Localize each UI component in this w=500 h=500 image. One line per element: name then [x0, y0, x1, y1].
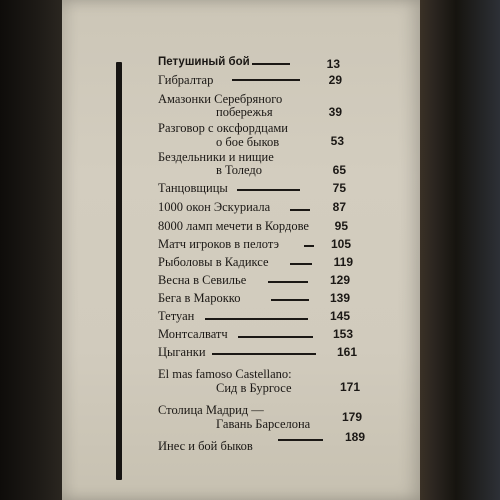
toc-entry-page: 179: [341, 410, 362, 424]
toc-entry-page: 105: [330, 237, 351, 251]
toc-entry-title: Бега в Марокко: [158, 291, 241, 305]
toc-entry-title: 1000 окон Эскуриала: [158, 200, 271, 214]
toc-entry-title-line1: Амазонки Серебряного: [158, 92, 283, 106]
toc-entry-title: Рыболовы в Кадиксе: [158, 255, 269, 269]
toc-entry-page: 87: [332, 200, 346, 214]
leader-rule: [252, 63, 290, 65]
toc-entry-title-line1: Разговор с оксфордцами: [158, 121, 288, 135]
toc-entry-title: Весна в Севилье: [158, 273, 247, 287]
toc-entry-title-line2: Сид в Бургосе: [216, 381, 292, 395]
toc-entry-page: 129: [329, 273, 350, 287]
leader-rule: [237, 189, 300, 191]
toc-entry-title-line2: в Толедо: [216, 163, 263, 177]
toc-entry-title-line2: о бое быков: [216, 135, 280, 149]
toc-entry-title: Цыганки: [158, 345, 206, 359]
toc-entry-page: 29: [328, 73, 342, 87]
toc-entry-title: Танцовщицы: [158, 181, 228, 195]
toc-entry-page: 39: [328, 105, 342, 119]
leader-rule: [290, 263, 312, 265]
toc-entry-page: 171: [339, 380, 360, 394]
toc-entry-page: 65: [332, 163, 346, 177]
toc-entry-title: Петушиный бой: [158, 56, 250, 68]
toc-entry-title: Матч игроков в пелотэ: [158, 237, 279, 251]
toc-entry-title-line1: Столица Мадрид —: [158, 403, 264, 417]
toc-entry-title-line2: Гавань Барселона: [216, 417, 311, 431]
leader-rule: [205, 318, 308, 320]
toc-entry-page: 95: [334, 219, 348, 233]
toc-entry-title: Монтсалватч: [158, 327, 228, 341]
toc-entry-page: 75: [332, 181, 346, 195]
leader-rule: [238, 336, 313, 338]
toc-entry-title-line1: El mas famoso Castellano:: [158, 367, 292, 381]
toc-entry-page: 13: [326, 57, 340, 71]
toc-entry-title: 8000 ламп мечети в Кордове: [158, 219, 309, 233]
leader-rule: [271, 299, 309, 301]
toc-entry-title-line2: побережья: [216, 105, 273, 119]
toc-entry-page: 53: [330, 134, 344, 148]
toc-entry-page: 119: [333, 255, 353, 269]
leader-rule: [278, 439, 323, 441]
toc-entry-page: 153: [332, 327, 353, 341]
toc-entry-page: 161: [336, 345, 357, 359]
leader-rule: [268, 281, 308, 283]
toc-entry-page: 189: [344, 430, 365, 444]
toc-entry-title-line1: Бездельники и нищие: [158, 150, 274, 164]
toc-entry-page: 145: [329, 309, 350, 323]
toc-entry-page: 139: [329, 291, 350, 305]
toc-entry-title: Тетуан: [158, 309, 195, 323]
toc-entry-title: Инес и бой быков: [158, 439, 253, 453]
leader-rule: [212, 353, 316, 355]
leader-rule: [232, 79, 300, 81]
toc-entry-title: Гибралтар: [158, 73, 214, 87]
